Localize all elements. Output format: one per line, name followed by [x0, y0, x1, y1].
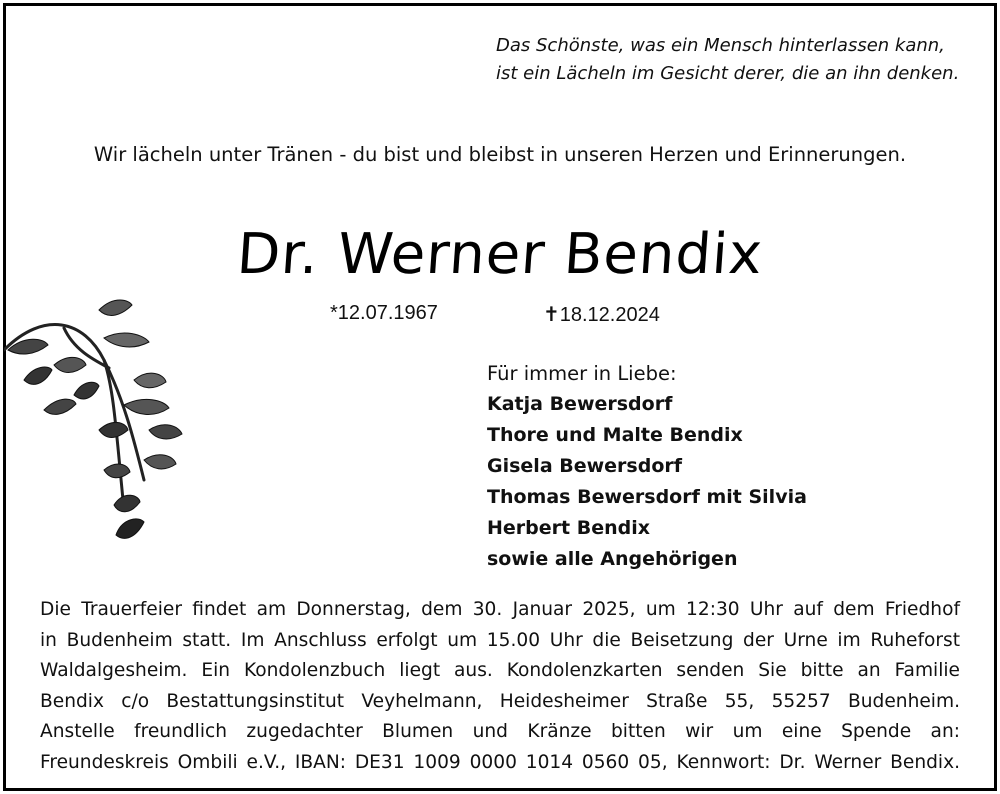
family-member: Thomas Bewersdorf mit Silvia — [487, 486, 807, 508]
family-intro: Für immer in Liebe: — [487, 362, 677, 385]
family-list — [487, 358, 807, 575]
notice-line: Waldalgesheim. Ein Kondolenzbuch liegt aus. Kondolenzkarten senden Sie bitte an Familie — [40, 660, 960, 681]
family-member: Herbert Bendix — [487, 517, 650, 539]
notice-line: Bendix c/o Bestattungsinstitut Veyhelmann, Heidesheimer Straße 55, 55257 Budenheim. — [40, 690, 960, 712]
family-member: sowie alle Angehörigen — [487, 548, 738, 570]
quote-line-1: Das Schönste, was ein Mensch hinterlassen kann, — [496, 35, 945, 56]
quote-line-2: ist ein Lächeln im Gesicht derer, die an ihn denken. — [496, 63, 960, 84]
tribute-line: Wir lächeln unter Tränen - du bist und bleibst in unseren Herzen und Erinnerungen. — [93, 143, 907, 166]
memorial-quote — [496, 32, 976, 88]
notice-line: in Budenheim statt. Im Anschluss erfolgt um 15.00 Uhr die Beisetzung der Urne im Ruheforst — [40, 629, 960, 651]
birth-date: *12.07.1967 — [330, 302, 438, 324]
notice-line: Freundeskreis Ombili e.V., IBAN: DE31 1009 0000 1014 0560 05, Kennwort: Dr. Werner Bendix. — [40, 751, 960, 773]
notice-line: Die Trauerfeier findet am Donnerstag, dem 30. Januar 2025, um 12:30 Uhr auf dem Friedhof — [40, 599, 960, 620]
family-member: Gisela Bewersdorf — [487, 455, 683, 477]
family-member: Katja Bewersdorf — [487, 393, 673, 415]
notice-line: Anstelle freundlich zugedachter Blumen und Kränze bitten wir um eine Spende an: — [40, 721, 960, 742]
deceased-name: Dr. Werner Bendix — [234, 222, 766, 287]
death-date: ✝18.12.2024 — [543, 304, 660, 326]
leaf-branch-icon — [4, 290, 194, 560]
funeral-notice — [40, 595, 960, 778]
family-member: Thore und Malte Bendix — [487, 424, 743, 446]
